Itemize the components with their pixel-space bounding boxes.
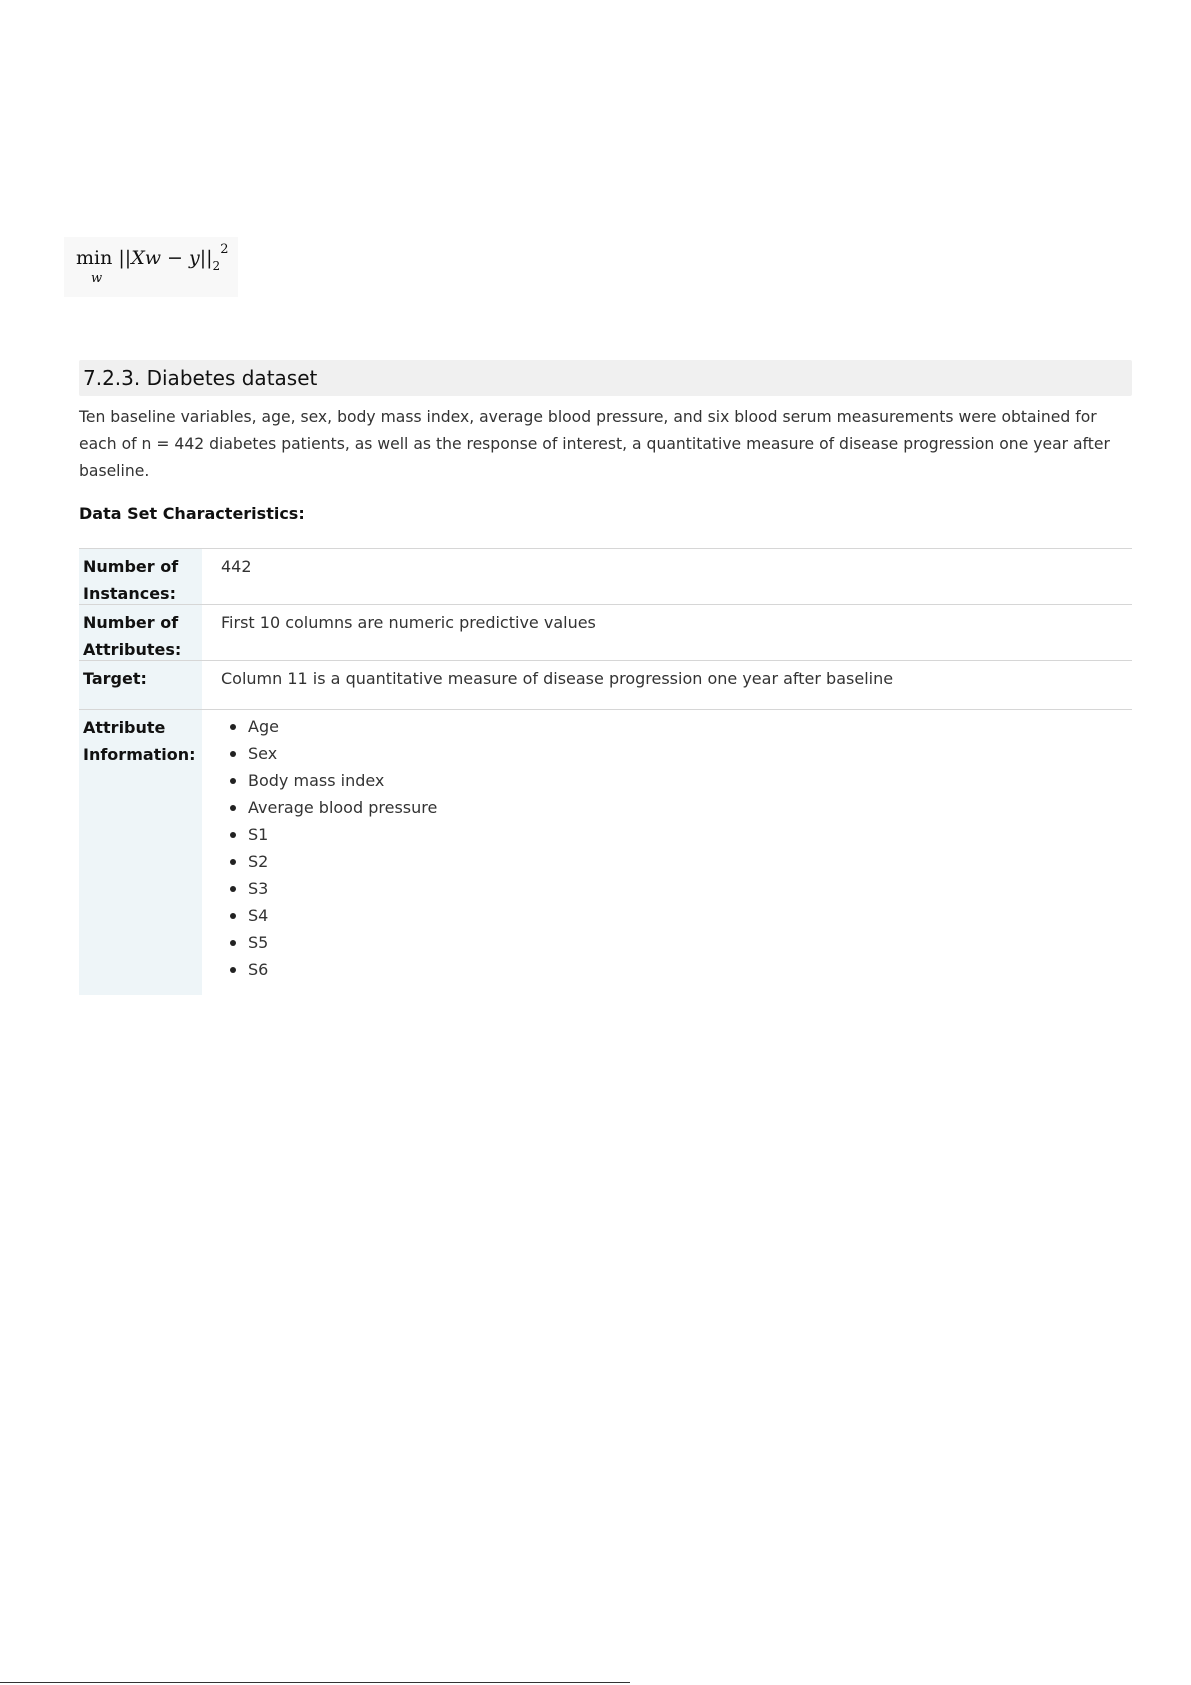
attribute-name: S1 bbox=[248, 825, 269, 844]
attribute-info-label: Attribute Information: bbox=[79, 710, 202, 995]
characteristics-title: Data Set Characteristics: bbox=[79, 504, 305, 523]
bullet-icon bbox=[230, 967, 236, 973]
formula-power: 2 bbox=[220, 242, 229, 257]
list-item bbox=[221, 821, 1132, 848]
bullet-icon bbox=[230, 886, 236, 892]
attribute-name: S2 bbox=[248, 852, 269, 871]
instances-label: Number of Instances: bbox=[79, 549, 202, 604]
list-item bbox=[221, 956, 1132, 983]
attribute-list bbox=[221, 713, 1132, 983]
attribute-name: Body mass index bbox=[248, 771, 385, 790]
bullet-icon bbox=[230, 913, 236, 919]
table-row-target bbox=[79, 660, 1132, 709]
formula-operator: min bbox=[76, 247, 113, 269]
instances-value: 442 bbox=[221, 557, 252, 576]
bullet-icon bbox=[230, 751, 236, 757]
formula-norm-subscript: 2 bbox=[212, 259, 221, 273]
bullet-icon bbox=[230, 940, 236, 946]
target-value: Column 11 is a quantitative measure of disease progression one year after baseline bbox=[221, 669, 894, 688]
list-item bbox=[221, 740, 1132, 767]
list-item bbox=[221, 902, 1132, 929]
target-label: Target: bbox=[79, 661, 202, 709]
attribute-name: S4 bbox=[248, 906, 269, 925]
formula-operator-subscript: w bbox=[91, 271, 103, 286]
list-item bbox=[221, 767, 1132, 794]
list-item bbox=[221, 875, 1132, 902]
footer-rule bbox=[0, 1682, 630, 1683]
list-item bbox=[221, 929, 1132, 956]
bullet-icon bbox=[230, 859, 236, 865]
table-row-instances bbox=[79, 548, 1132, 604]
attribute-name: Sex bbox=[248, 744, 278, 763]
list-item bbox=[221, 713, 1132, 740]
attribute-name: S6 bbox=[248, 960, 269, 979]
list-item bbox=[221, 794, 1132, 821]
attributes-label: Number of Attributes: bbox=[79, 605, 202, 660]
attribute-name: S5 bbox=[248, 933, 269, 952]
dataset-intro-paragraph: Ten baseline variables, age, sex, body mass index, average blood pressure, and six blood serum measurements were obtained for each of n = 442 diabetes patients, as well as the response of interest, a quantitative measure of disease progression one year after baseline. bbox=[79, 408, 1110, 480]
attribute-name: S3 bbox=[248, 879, 269, 898]
bullet-icon bbox=[230, 832, 236, 838]
attributes-value: First 10 columns are numeric predictive values bbox=[221, 613, 596, 632]
formula-box bbox=[64, 237, 238, 297]
least-squares-formula bbox=[76, 242, 229, 286]
formula-norm-close: || bbox=[199, 247, 213, 269]
table-row-attribute-info bbox=[79, 709, 1132, 995]
section-heading: 7.2.3. Diabetes dataset bbox=[79, 360, 1132, 396]
attribute-name: Average blood pressure bbox=[248, 798, 438, 817]
bullet-icon bbox=[230, 805, 236, 811]
attribute-name: Age bbox=[248, 717, 279, 736]
table-row-attributes bbox=[79, 604, 1132, 660]
characteristics-table bbox=[79, 548, 1132, 995]
bullet-icon bbox=[230, 778, 236, 784]
attribute-info-value bbox=[202, 710, 1132, 995]
formula-expression: Xw − y bbox=[131, 247, 200, 269]
bullet-icon bbox=[230, 724, 236, 730]
list-item bbox=[221, 848, 1132, 875]
formula-norm-open: || bbox=[118, 247, 132, 269]
